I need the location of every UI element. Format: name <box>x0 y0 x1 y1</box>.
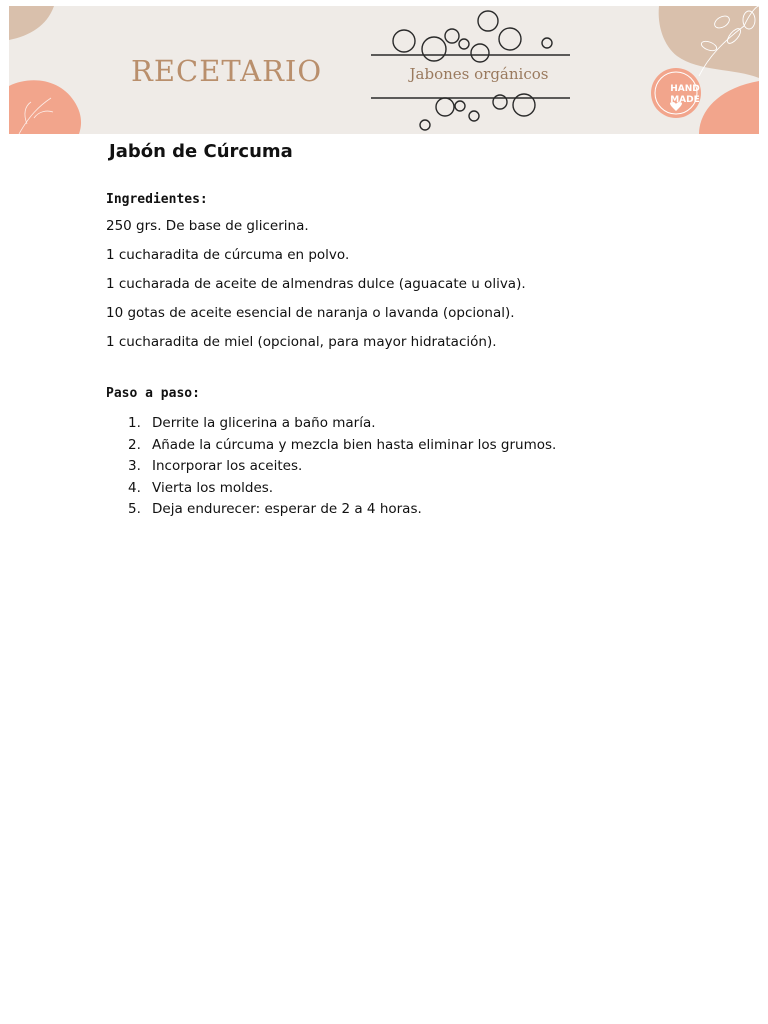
ingredients-list <box>106 217 726 362</box>
brand-subtitle: Jabones orgánicos <box>409 65 549 83</box>
step-number: 2. <box>128 436 141 453</box>
ingredient-item: 10 gotas de aceite esencial de naranja o lavanda (opcional). <box>106 305 515 321</box>
step-number: 1. <box>128 415 141 431</box>
step-text: Vierta los moldes. <box>152 479 274 496</box>
steps-list <box>106 414 726 522</box>
left-tan-shape <box>9 6 54 40</box>
step-text: Incorporar los aceites. <box>152 458 303 474</box>
step-text: Deja endurecer: esperar de 2 a 4 horas. <box>152 501 422 517</box>
handmade-badge-text <box>655 84 715 106</box>
ingredient-item: 1 cucharadita de miel (opcional, para mayor hidratación). <box>106 334 497 350</box>
step-item <box>106 500 726 522</box>
left-peach-shape <box>9 80 81 134</box>
step-text: Añade la cúrcuma y mezcla bien hasta eliminar los grumos. <box>152 436 557 453</box>
badge-line-2: MADE <box>670 95 700 105</box>
step-item <box>106 414 726 436</box>
ingredient-item: 1 cucharada de aceite de almendras dulce (aguacate u oliva). <box>106 276 526 292</box>
step-number: 3. <box>128 458 141 474</box>
ingredients-label: Ingredientes: <box>106 192 208 207</box>
recipe-title: Jabón de Cúrcuma <box>109 141 293 162</box>
header-banner <box>9 6 759 134</box>
ingredient-item: 250 grs. De base de glicerina. <box>106 218 309 234</box>
step-number: 5. <box>128 501 141 517</box>
step-item <box>106 436 726 458</box>
badge-line-1: HAND <box>670 84 700 94</box>
brand-title: RECETARIO <box>131 54 323 88</box>
step-text: Derrite la glicerina a baño maría. <box>152 415 376 431</box>
recipe-content <box>106 138 726 522</box>
steps-label: Paso a paso: <box>106 386 200 401</box>
step-number: 4. <box>128 479 141 496</box>
step-item <box>106 479 726 501</box>
step-item <box>106 457 726 479</box>
ingredient-item: 1 cucharadita de cúrcuma en polvo. <box>106 247 350 263</box>
